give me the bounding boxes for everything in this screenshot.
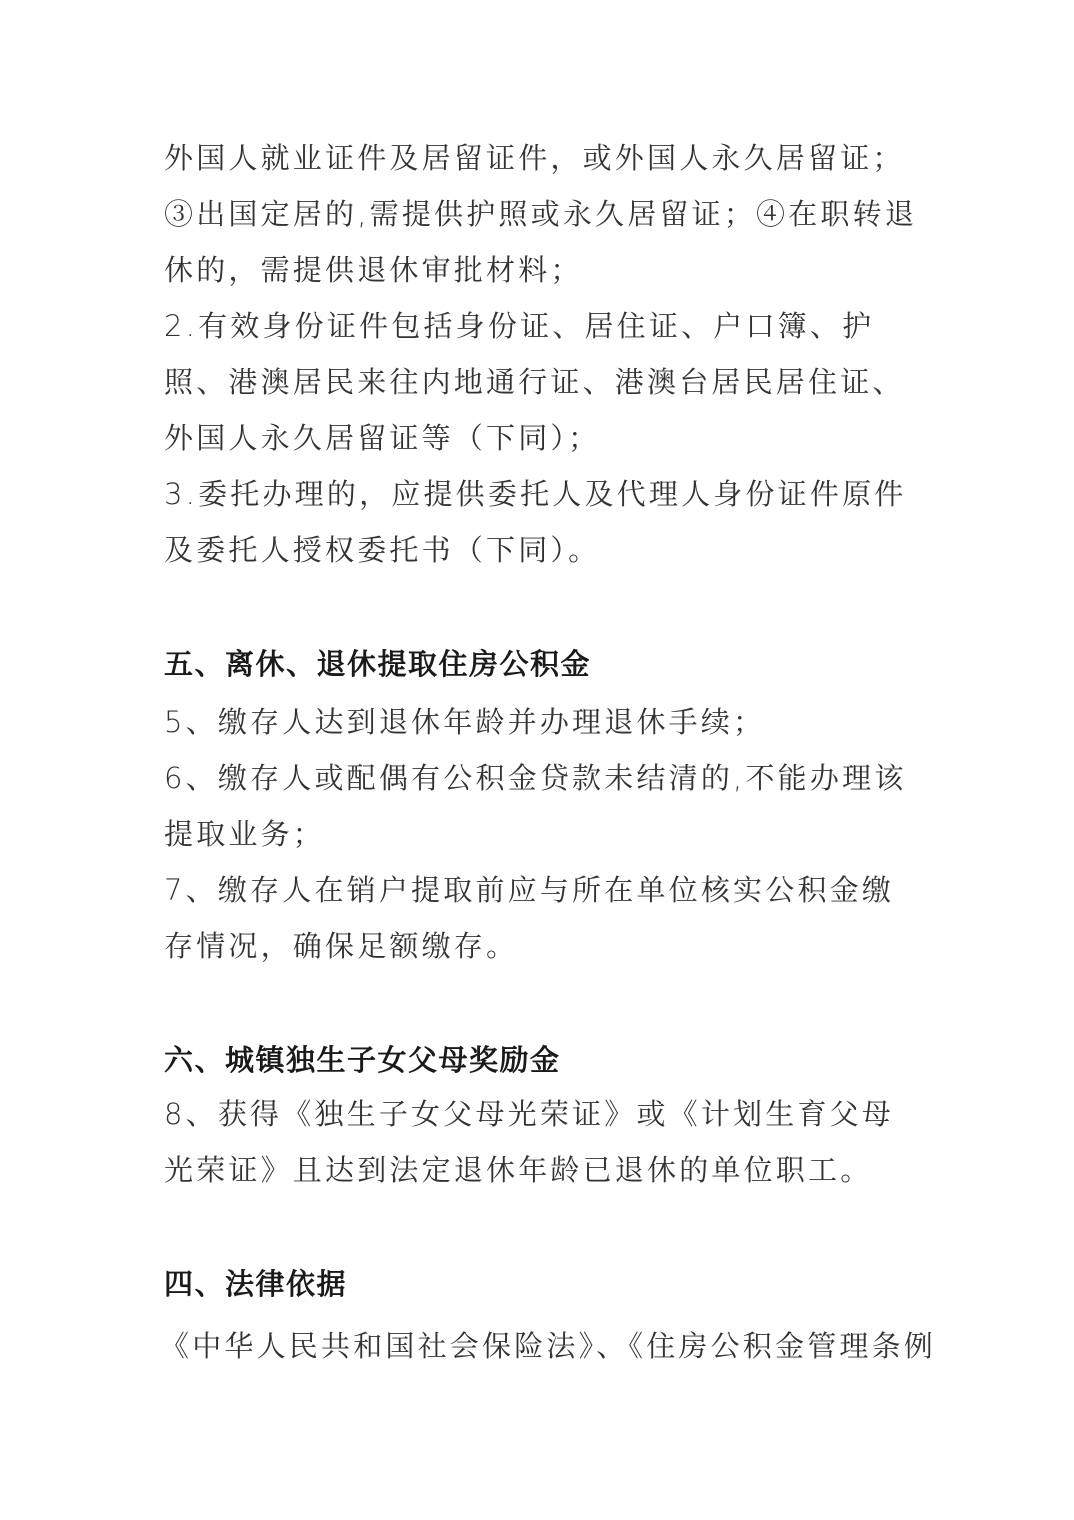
legal-text: 《中华人民共和国社会保险法》、《住房公积金管理条例 bbox=[160, 1329, 937, 1363]
legal-basis-text bbox=[160, 1318, 940, 1374]
heading-text: 五、离休、退休提取住房公积金 bbox=[164, 647, 592, 681]
section-heading-legal-basis bbox=[164, 1264, 924, 1304]
list-item-7 bbox=[164, 862, 924, 974]
paragraph-residence-docs bbox=[164, 130, 924, 298]
paragraph-id-documents bbox=[164, 298, 924, 466]
item-text: 6、缴存人或配偶有公积金贷款未结清的,不能办理该提取业务； bbox=[164, 761, 907, 851]
paragraph-text: 2.有效身份证件包括身份证、居住证、户口簿、护照、港澳居民来往内地通行证、港澳台居民居住证、外国人永久居留证等（下同）； bbox=[164, 309, 905, 455]
paragraph-entrustment bbox=[164, 466, 924, 578]
list-item-8 bbox=[164, 1086, 924, 1198]
section-heading-retirement bbox=[164, 644, 924, 684]
heading-text: 四、法律依据 bbox=[164, 1267, 348, 1301]
heading-text: 六、城镇独生子女父母奖励金 bbox=[164, 1043, 561, 1077]
item-text: 5、缴存人达到退休年龄并办理退休手续； bbox=[164, 705, 766, 739]
paragraph-text: 3.委托办理的，应提供委托人及代理人身份证件原件及委托人授权委托书（下同）。 bbox=[164, 477, 907, 567]
paragraph-text: 外国人就业证件及居留证件，或外国人永久居留证；③出国定居的,需提供护照或永久居留证；④在职转退休的，需提供退休审批材料； bbox=[164, 141, 918, 287]
item-text: 7、缴存人在销户提取前应与所在单位核实公积金缴存情况，确保足额缴存。 bbox=[164, 873, 895, 963]
item-text: 8、获得《独生子女父母光荣证》或《计划生育父母光荣证》且达到法定退休年龄已退休的单位职工。 bbox=[164, 1097, 895, 1187]
list-item-5 bbox=[164, 694, 924, 750]
list-item-6 bbox=[164, 750, 924, 862]
section-heading-only-child-reward bbox=[164, 1040, 924, 1080]
